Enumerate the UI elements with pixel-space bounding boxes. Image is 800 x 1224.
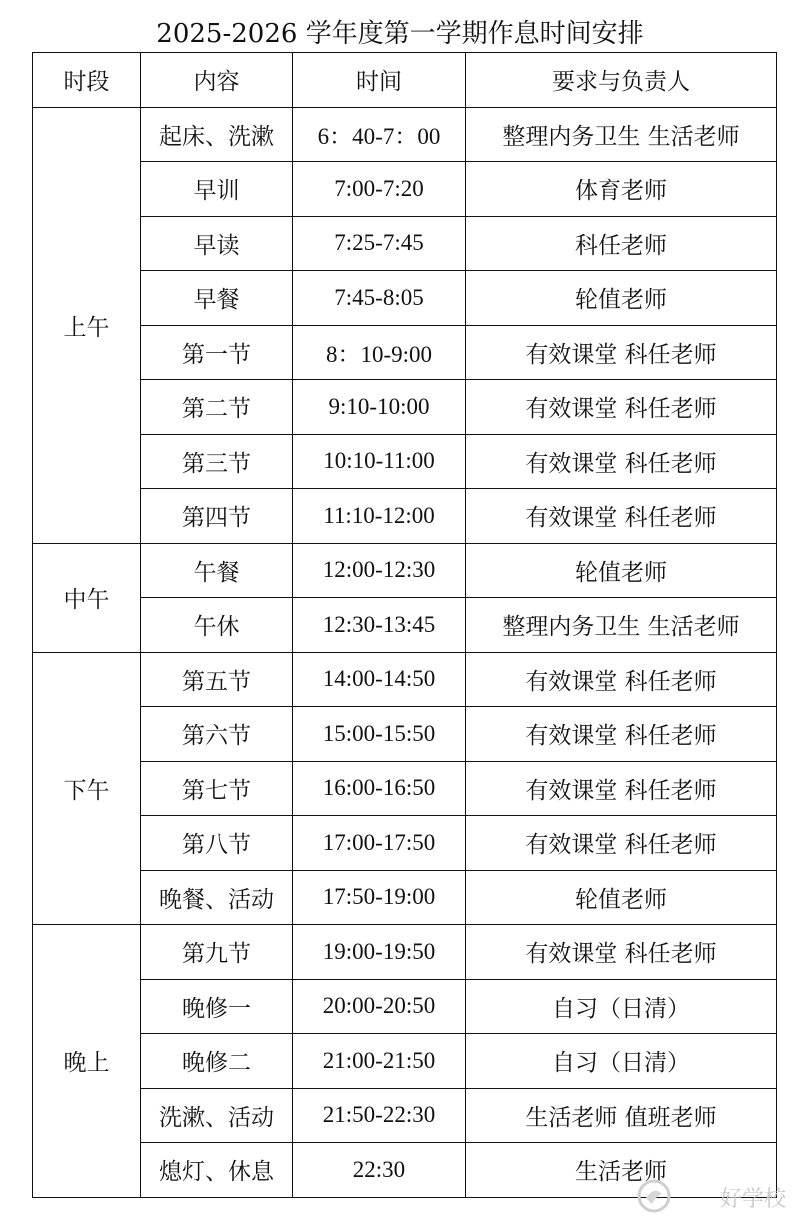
table-row (33, 761, 777, 816)
table-row (33, 1088, 777, 1143)
table-row (33, 216, 777, 271)
requirement-cell: 有效课堂 科任老师 (466, 489, 777, 544)
content-cell: 早读 (141, 216, 293, 271)
time-cell: 12:30-13:45 (293, 598, 466, 653)
table-row (33, 325, 777, 380)
header-time: 时间 (293, 53, 466, 108)
requirement-cell: 有效课堂 科任老师 (466, 434, 777, 489)
content-cell: 早训 (141, 162, 293, 217)
requirement-cell: 轮值老师 (466, 870, 777, 925)
time-cell: 22:30 (293, 1143, 466, 1198)
time-cell: 10:10-11:00 (293, 434, 466, 489)
content-cell: 第四节 (141, 489, 293, 544)
content-cell: 午餐 (141, 543, 293, 598)
content-cell: 第九节 (141, 925, 293, 980)
time-cell: 20:00-20:50 (293, 979, 466, 1034)
time-cell: 7:45-8:05 (293, 271, 466, 326)
time-cell: 6：40-7：00 (293, 107, 466, 162)
requirement-cell: 轮值老师 (466, 543, 777, 598)
requirement-cell: 自习（日清） (466, 979, 777, 1034)
period-cell: 中午 (33, 543, 141, 652)
time-cell: 12:00-12:30 (293, 543, 466, 598)
content-cell: 第五节 (141, 652, 293, 707)
header-requirement: 要求与负责人 (466, 53, 777, 108)
page-title: 2025-2026 学年度第一学期作息时间安排 (156, 19, 644, 49)
requirement-cell: 有效课堂 科任老师 (466, 380, 777, 435)
time-cell: 19:00-19:50 (293, 925, 466, 980)
requirement-cell: 生活老师 值班老师 (466, 1088, 777, 1143)
content-cell: 午休 (141, 598, 293, 653)
requirement-cell: 有效课堂 科任老师 (466, 652, 777, 707)
watermark-text: 好学校 (719, 1187, 786, 1212)
table-row (33, 979, 777, 1034)
requirement-cell: 有效课堂 科任老师 (466, 761, 777, 816)
time-cell: 17:00-17:50 (293, 816, 466, 871)
table-row (33, 380, 777, 435)
content-cell: 第六节 (141, 707, 293, 762)
content-cell: 第三节 (141, 434, 293, 489)
requirement-cell: 有效课堂 科任老师 (466, 816, 777, 871)
header-content: 内容 (141, 53, 293, 108)
table-row (33, 543, 777, 598)
content-cell: 洗漱、活动 (141, 1088, 293, 1143)
time-cell: 7:25-7:45 (293, 216, 466, 271)
time-cell: 7:00-7:20 (293, 162, 466, 217)
schedule-body (33, 107, 777, 1197)
time-cell: 16:00-16:50 (293, 761, 466, 816)
requirement-cell: 体育老师 (466, 162, 777, 217)
content-cell: 晚修一 (141, 979, 293, 1034)
time-cell: 21:50-22:30 (293, 1088, 466, 1143)
content-cell: 晚餐、活动 (141, 870, 293, 925)
table-row (33, 652, 777, 707)
table-row (33, 707, 777, 762)
requirement-cell: 有效课堂 科任老师 (466, 325, 777, 380)
requirement-cell: 有效课堂 科任老师 (466, 925, 777, 980)
content-cell: 第七节 (141, 761, 293, 816)
table-row (33, 925, 777, 980)
requirement-cell: 科任老师 (466, 216, 777, 271)
content-cell: 起床、洗漱 (141, 107, 293, 162)
table-row (33, 870, 777, 925)
requirement-cell: 整理内务卫生 生活老师 (466, 107, 777, 162)
time-cell: 15:00-15:50 (293, 707, 466, 762)
period-cell: 下午 (33, 652, 141, 925)
content-cell: 晚修二 (141, 1034, 293, 1089)
content-cell: 早餐 (141, 271, 293, 326)
content-cell: 熄灯、休息 (141, 1143, 293, 1198)
time-cell: 9:10-10:00 (293, 380, 466, 435)
table-row (33, 816, 777, 871)
table-row (33, 271, 777, 326)
content-cell: 第二节 (141, 380, 293, 435)
table-row (33, 1034, 777, 1089)
time-cell: 14:00-14:50 (293, 652, 466, 707)
requirement-cell: 整理内务卫生 生活老师 (466, 598, 777, 653)
period-cell: 晚上 (33, 925, 141, 1198)
requirement-cell: 有效课堂 科任老师 (466, 707, 777, 762)
time-cell: 17:50-19:00 (293, 870, 466, 925)
period-cell: 上午 (33, 107, 141, 543)
table-row (33, 162, 777, 217)
schedule-table (32, 52, 777, 1198)
table-row (33, 107, 777, 162)
requirement-cell: 生活老师 (466, 1143, 777, 1198)
table-row (33, 598, 777, 653)
table-row (33, 434, 777, 489)
watermark (636, 1176, 786, 1216)
header-row (33, 53, 777, 108)
time-cell: 8：10-9:00 (293, 325, 466, 380)
content-cell: 第一节 (141, 325, 293, 380)
header-period: 时段 (33, 53, 141, 108)
bird-logo-icon (636, 1178, 672, 1214)
time-cell: 11:10-12:00 (293, 489, 466, 544)
requirement-cell: 自习（日清） (466, 1034, 777, 1089)
content-cell: 第八节 (141, 816, 293, 871)
requirement-cell: 轮值老师 (466, 271, 777, 326)
table-row (33, 489, 777, 544)
time-cell: 21:00-21:50 (293, 1034, 466, 1089)
